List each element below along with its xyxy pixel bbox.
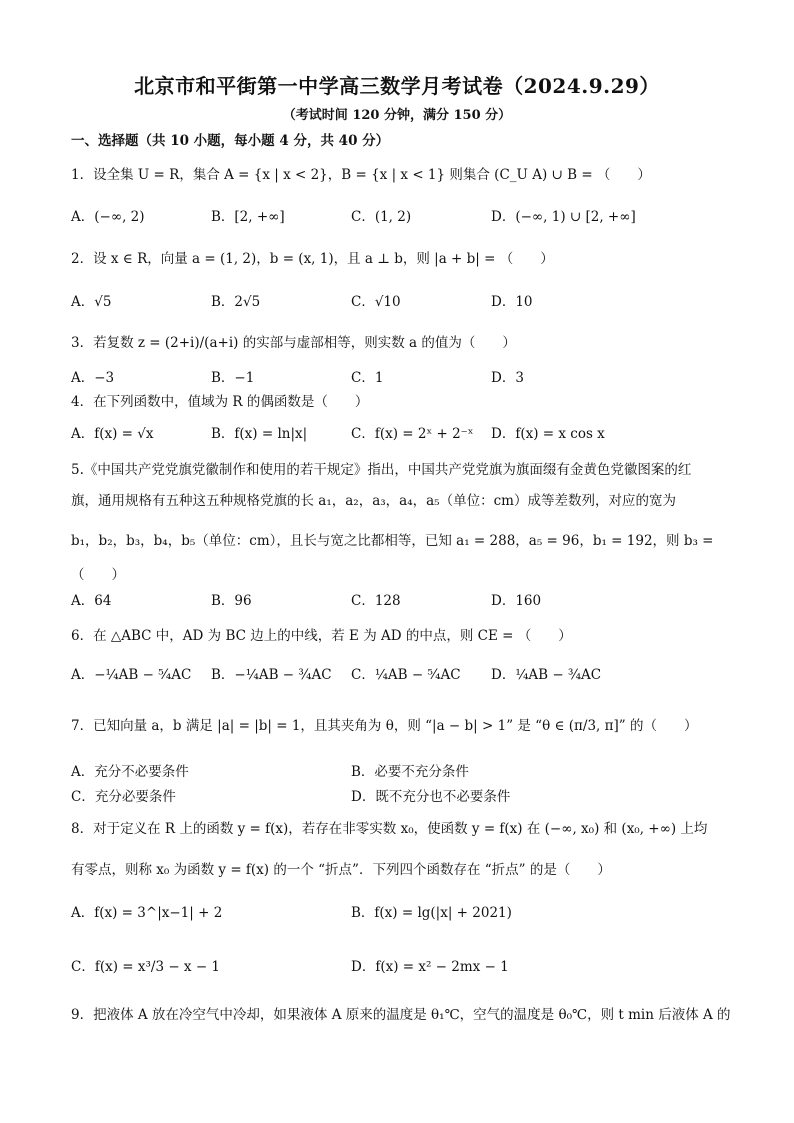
- question-8-option-c[interactable]: C．f(x) = x³/3 − x − 1: [71, 959, 221, 975]
- question-3-option-a[interactable]: A．−3: [71, 370, 115, 386]
- question-4-option-b[interactable]: B．f(x) = ln|x|: [211, 426, 308, 442]
- section-heading: 一、选择题（共 10 小题，每小题 4 分，共 40 分）: [71, 133, 390, 149]
- page-title: 北京市和平街第一中学高三数学月考试卷（2024.9.29）: [134, 74, 660, 98]
- question-5-option-a[interactable]: A．64: [71, 593, 112, 609]
- question-9-stem: 9．把液体 A 放在冷空气中冷却，如果液体 A 原来的温度是 θ₁℃，空气的温度是 θ₀℃，则 t min 后液体 A 的: [71, 1007, 731, 1023]
- question-5-stem-line-3: b₁，b₂，b₃，b₄，b₅（单位：cm），且长与宽之比都相等，已知 a₁ = 288，a₅ = 96，b₁ = 192，则 b₃ =: [71, 533, 714, 549]
- question-1-option-d[interactable]: D．(−∞, 1) ∪ [2, +∞]: [491, 209, 636, 225]
- question-2-option-d[interactable]: D．10: [491, 294, 533, 310]
- question-6-option-c[interactable]: C．¼AB − ⁵⁄₄AC: [351, 667, 461, 683]
- question-6-stem: 6．在 △ABC 中，AD 为 BC 边上的中线，若 E 为 AD 的中点，则 CE = （ ）: [71, 628, 572, 644]
- question-5-stem-line-2: 旗，通用规格有五种这五种规格党旗的长 a₁，a₂，a₃，a₄，a₅（单位：cm）成等差数列，对应的宽为: [71, 493, 676, 509]
- question-1-option-c[interactable]: C．(1, 2): [351, 209, 412, 225]
- question-2-option-c[interactable]: C．√10: [351, 294, 401, 310]
- question-2-option-b[interactable]: B．2√5: [211, 294, 261, 310]
- question-6-option-a[interactable]: A．−¼AB − ⁵⁄₄AC: [71, 667, 192, 683]
- question-8-option-b[interactable]: B．f(x) = lg(|x| + 2021): [351, 905, 512, 921]
- question-8-stem-line-1: 8．对于定义在 R 上的函数 y = f(x)，若存在非零实数 x₀，使函数 y = f(x) 在 (−∞, x₀) 和 (x₀, +∞) 上均: [71, 821, 708, 837]
- question-5-option-c[interactable]: C．128: [351, 593, 401, 609]
- question-1-option-b[interactable]: B．[2, +∞]: [211, 209, 285, 225]
- question-6-option-b[interactable]: B．−¼AB − ¾AC: [211, 667, 332, 683]
- question-8-option-a[interactable]: A．f(x) = 3^|x−1| + 2: [71, 905, 223, 921]
- question-7-option-d[interactable]: D．既不充分也不必要条件: [351, 789, 511, 805]
- question-2-option-a[interactable]: A．√5: [71, 294, 112, 310]
- question-3-option-c[interactable]: C．1: [351, 370, 384, 386]
- question-7-option-a[interactable]: A．充分不必要条件: [71, 764, 189, 780]
- question-7-option-c[interactable]: C．充分必要条件: [71, 789, 176, 805]
- question-3-option-b[interactable]: B．−1: [211, 370, 255, 386]
- question-5-option-b[interactable]: B．96: [211, 593, 252, 609]
- question-7-option-b[interactable]: B．必要不充分条件: [351, 764, 469, 780]
- question-2-stem: 2．设 x ∈ R，向量 a = (1, 2)，b = (x, 1)，且 a ⊥ b，则 |a + b| = （ ）: [71, 251, 554, 267]
- question-1-option-a[interactable]: A．(−∞, 2): [71, 209, 145, 225]
- question-3-stem: 3．若复数 z = (2+i)/(a+i) 的实部与虚部相等，则实数 a 的值为（ ）: [71, 335, 516, 351]
- question-5-stem-line-4: （ ）: [71, 567, 125, 583]
- question-1-stem: 1．设全集 U = R，集合 A = {x | x < 2}，B = {x | x < 1} 则集合 (C_U A) ∪ B = （ ）: [71, 167, 651, 183]
- exam-info: （考试时间 120 分钟，满分 150 分）: [282, 108, 512, 123]
- question-4-option-c[interactable]: C．f(x) = 2ˣ + 2⁻ˣ: [351, 426, 474, 442]
- question-8-stem-line-2: 有零点，则称 x₀ 为函数 y = f(x) 的一个 “折点”．下列四个函数存在 “折点” 的是（ ）: [71, 862, 611, 878]
- question-3-option-d[interactable]: D．3: [491, 370, 524, 386]
- question-4-option-a[interactable]: A．f(x) = √x: [71, 426, 154, 442]
- question-4-option-d[interactable]: D．f(x) = x cos x: [491, 426, 605, 442]
- question-5-stem-line-1: 5.《中国共产党党旗党徽制作和使用的若干规定》指出，中国共产党党旗为旗面缀有金黄色党徽图案的红: [71, 462, 692, 478]
- question-8-option-d[interactable]: D．f(x) = x² − 2mx − 1: [351, 959, 509, 975]
- question-7-stem: 7．已知向量 a，b 满足 |a| = |b| = 1，且其夹角为 θ，则 “|a − b| > 1” 是 “θ ∈ (π/3, π]” 的（ ）: [71, 718, 698, 734]
- question-5-option-d[interactable]: D．160: [491, 593, 542, 609]
- question-6-option-d[interactable]: D．¼AB − ¾AC: [491, 667, 602, 683]
- question-4-stem: 4．在下列函数中，值域为 R 的偶函数是（ ）: [71, 394, 369, 410]
